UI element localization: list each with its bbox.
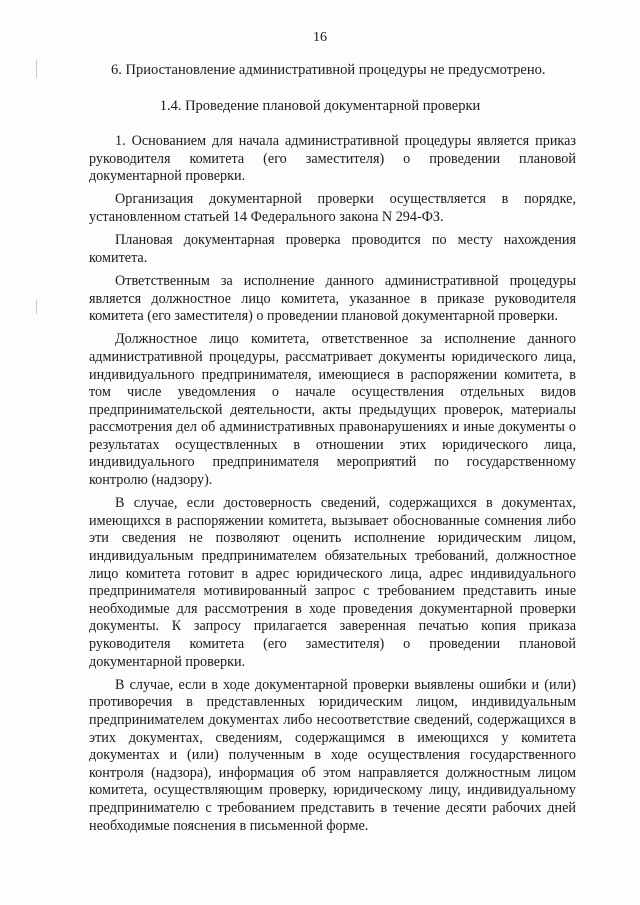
scan-margin-mark [36,60,37,78]
paragraph: Должностное лицо комитета, ответственное за исполнение данного административной процедуры, рассматривает документы юридического лица, индивидуального предпринимателя, имеющиеся в распоряжении комитета, в том числе уведомления о начале осуществления отдельных видов предпринимательской деятельности, акты предыдущих проверок, материалы рассмотрения дел об административных правонарушениях и иные документы о результатах осуществленных в отношении этих юридического лица, индивидуального предпринимателя мероприятий по государственному контролю (надзору). [89,331,576,489]
paragraph: Организация документарной проверки осуществляется в порядке, установленном статьей 14 Федерального закона N 294-ФЗ. [89,191,576,225]
body-text [89,133,576,841]
section-6-text: 6. Приостановление административной процедуры не предусмотрено. [111,62,546,78]
paragraph: 1. Основанием для начала административной процедуры является приказ руководителя комитета (его заместителя) о проведении плановой документарной проверки. [89,133,576,185]
page-number: 16 [313,30,327,45]
paragraph: В случае, если достоверность сведений, содержащихся в документах, имеющихся в распоряжении комитета, вызывает обоснованные сомнения либо эти сведения не позволяют оценить исполнение юридическим лицом, индивидуальным предпринимателем обязательных требований, должностное лицо комитета готовит в адрес юридического лица, адрес индивидуального предпринимателя мотивированный запрос с требованием представить иные необходимые для рассмотрения в ходе проведения документарной проверки документы. К запросу прилагается заверенная печатью копия приказа руководителя комитета (его заместителя) о проведении плановой документарной проверки. [89,495,576,670]
paragraph: Ответственным за исполнение данного административной процедуры является должностное лицо комитета, указанное в приказе руководителя комитета (его заместителя) о проведении плановой документарной проверки. [89,272,576,325]
section-heading: 1.4. Проведение плановой документарной проверки [159,98,481,114]
paragraph: Плановая документарная проверка проводится по месту нахождения комитета. [89,232,576,266]
paragraph: В случае, если в ходе документарной проверки выявлены ошибки и (или) противоречия в представленных юридическим лицом, индивидуальным предпринимателем документах либо несоответствие сведений, содержащихся в этих документах, сведениям, содержащимся в имеющихся у комитета документах и (или) полученным в ходе осуществления государственного контроля (надзора), информация об этом направляется должностным лицом комитета, осуществляющим проверку, юридическому лицу, индивидуальному предпринимателю с требованием представить в течение десяти рабочих дней необходимые пояснения в письменной форме. [89,676,576,834]
scan-margin-mark [36,300,37,314]
